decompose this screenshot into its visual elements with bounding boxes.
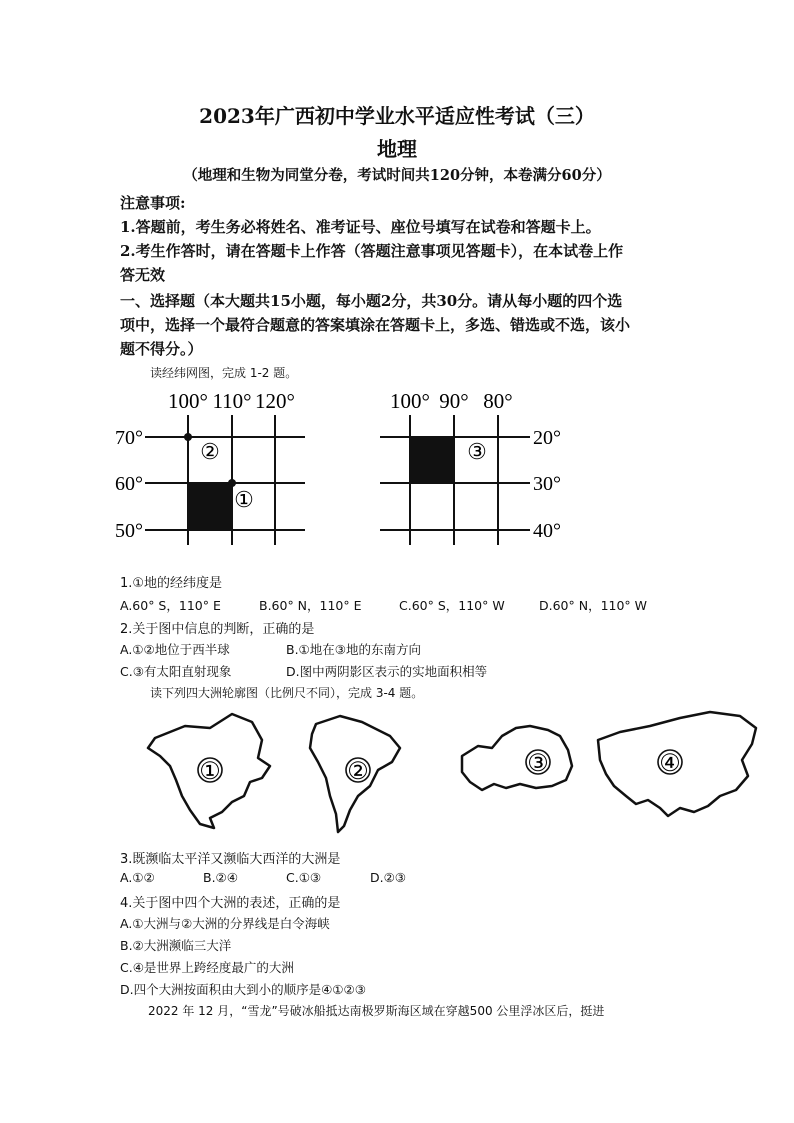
grid-2-right-label: 20° xyxy=(533,427,561,449)
passage-text: 2022 年 12 月，“雪龙”号破冰船抵达南极罗斯海区域在穿越500 公里浮冰区后，挺进 xyxy=(148,1004,605,1018)
point-2-label: ② xyxy=(200,439,220,464)
exam-title: 2023年广西初中学业水平适应性考试（三） xyxy=(199,104,595,128)
q4-option-b: B.②大洲濒临三大洋 xyxy=(120,938,232,953)
grid-1-shaded-cell xyxy=(188,483,232,530)
q4-option-d: D.四个大洲按面积由大到小的顺序是④①②③ xyxy=(120,982,366,997)
section1-line2: 项中，选择一个最符合题意的答案填涂在答题卡上，多选、错选或不选，该小 xyxy=(120,316,631,334)
subject-title: 地理 xyxy=(377,137,417,161)
q1-option-a: A.60° S，110° E xyxy=(120,598,221,613)
grid-2-top-label: 90° xyxy=(439,389,469,413)
q2-option-d: D.图中两阴影区表示的实地面积相等 xyxy=(286,664,488,679)
q4-option-a: A.①大洲与②大洲的分界线是白令海峡 xyxy=(120,916,330,931)
q2-option-a: A.①②地位于西半球 xyxy=(120,642,230,657)
q3-option-b: B.②④ xyxy=(203,870,238,885)
q4-option-c: C.④是世界上跨经度最广的大洲 xyxy=(120,960,294,975)
europe-outline xyxy=(462,726,572,790)
q1-option-d: D.60° N，110° W xyxy=(539,598,648,613)
point-1-label: ① xyxy=(234,487,254,512)
continent-2-label: ② xyxy=(347,759,369,785)
q3-option-a: A.①② xyxy=(120,870,155,885)
exam-note: （地理和生物为同堂分卷，考试时间共120分钟，本卷满分60分） xyxy=(183,167,611,184)
continent-4-label: ④ xyxy=(659,751,681,777)
q4-stem: 4.关于图中四个大洲的表述，正确的是 xyxy=(120,896,341,911)
grid-1-top-label: 110° xyxy=(212,389,252,413)
q2-stem: 2.关于图中信息的判断，正确的是 xyxy=(120,622,315,637)
continent-1-label: ① xyxy=(199,759,221,785)
instruction-item-1: 1.答题前，考生务必将姓名、准考证号、座位号填写在试卷和答题卡上。 xyxy=(120,218,601,236)
q2-option-b: B.①地在③地的东南方向 xyxy=(286,642,421,657)
section1-line3: 题不得分。） xyxy=(120,340,203,358)
q3-stem: 3.既濒临太平洋又濒临大西洋的大洲是 xyxy=(120,852,341,867)
grid-2-top-label: 100° xyxy=(390,389,430,413)
q1-option-c: C.60° S，110° W xyxy=(399,598,505,613)
point-2-dot xyxy=(184,433,192,441)
q1-stem: 1.①地的经纬度是 xyxy=(120,576,223,591)
section1-line1: 一、选择题（本大题共15小题，每小题2分，共30分。请从每小题的四个选 xyxy=(120,292,623,310)
q3-option-d: D.②③ xyxy=(370,870,407,885)
grid-2-right-label: 30° xyxy=(533,473,561,495)
continents-figure xyxy=(0,700,794,840)
grid-1-left-label: 50° xyxy=(115,520,143,542)
grid-1-top-label: 100° xyxy=(168,389,208,413)
continents-prompt: 读下列四大洲轮廓图（比例尺不同），完成 3-4 题。 xyxy=(150,686,424,700)
grid-1-left-label: 70° xyxy=(115,427,143,449)
q3-option-c: C.①③ xyxy=(286,870,322,885)
grid-1-left-label: 60° xyxy=(115,473,143,495)
point-1-dot xyxy=(228,479,236,487)
point-3-label: ③ xyxy=(467,439,487,464)
instruction-item-2-cont: 答无效 xyxy=(120,266,166,284)
q1-option-b: B.60° N，110° E xyxy=(259,598,362,613)
grid-1-top-label: 120° xyxy=(255,389,295,413)
grid-2-top-label: 80° xyxy=(483,389,513,413)
grid-2-right-label: 40° xyxy=(533,520,561,542)
instructions-heading: 注意事项: xyxy=(120,194,186,212)
lat-lon-grid-figure xyxy=(0,380,794,550)
grid-2 xyxy=(380,415,530,545)
continent-3-label: ③ xyxy=(527,751,549,777)
grid-2-shaded-cell xyxy=(410,437,454,483)
q2-option-c: C.③有太阳直射现象 xyxy=(120,664,232,679)
grid-prompt: 读经纬网图，完成 1-2 题。 xyxy=(150,366,298,380)
instruction-item-2: 2.考生作答时，请在答题卡上作答（答题注意事项见答题卡），在本试卷上作 xyxy=(120,242,624,260)
